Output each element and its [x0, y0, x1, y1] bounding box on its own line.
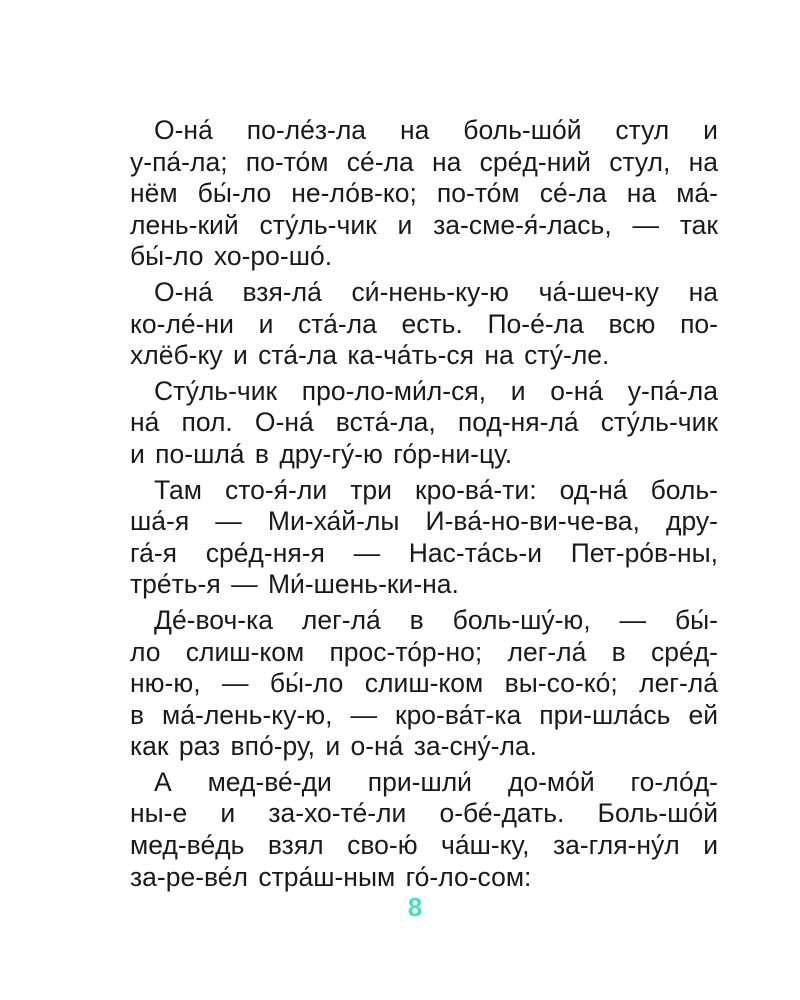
text-line: А мед-ве́-ди при-шли́ до-мо́й го-ло́д- [154, 766, 718, 797]
text-line: в ма́-лень-ку-ю, — кро-ва́т-ка при-шла́сь ей [130, 699, 718, 730]
paragraph-5 [130, 605, 718, 763]
text-line: ны-е и за-хо-те́-ли о-бе́-дать. Боль-шо́й [130, 798, 718, 829]
paragraph-1 [130, 115, 718, 273]
text-line: нём бы́-ло не-ло́в-ко; по-то́м се́-ла на ма́- [130, 178, 718, 209]
text-line: и по-шла́ в дру-гу́-ю го́р-ни-цу. [130, 438, 513, 469]
text-line: на́ пол. О-на́ вста́-ла, под-ня-ла́ сту́ль-чик [130, 407, 718, 438]
page-number: 8 [407, 892, 423, 922]
paragraph-3 [130, 376, 718, 471]
text-line: ко-ле́-ни и ста́-ла есть. По-е́-ла всю по- [130, 308, 718, 339]
text-line: за-ре-ве́л стра́ш-ным го́-ло-сом: [130, 861, 532, 892]
text-line: О-на́ по-ле́з-ла на боль-шо́й стул и [154, 115, 718, 145]
paragraph-2 [130, 277, 718, 372]
text-line: Де́-воч-ка лег-ла́ в боль-шу́-ю, — бы́- [154, 604, 718, 635]
text-line: как раз впо́-ру, и о-на́ за-сну́-ла. [130, 731, 538, 762]
text-line: тре́ть-я — Ми́-шень-ки-на. [130, 569, 459, 600]
text-line: О-на́ взя-ла́ си́-нень-ку-ю ча́-шеч-ку на [154, 276, 718, 307]
paragraph-6 [130, 767, 718, 893]
text-line: бы́-ло хо-ро-шо́. [130, 241, 333, 272]
story-text [130, 115, 718, 897]
text-line: у-па́-ла; по-то́м се́-ла на сре́д-ний стул, на [130, 146, 718, 177]
text-line: ло слиш-ком прос-то́р-но; лег-ла́ в сре́д- [130, 636, 718, 667]
text-line: мед-ве́дь взял сво-ю́ ча́ш-ку, за-гля-ну́л и [130, 830, 718, 861]
text-line: ню-ю, — бы́-ло слиш-ком вы-со-ко́; лег-ла́ [130, 668, 718, 699]
text-line: лень-кий сту́ль-чик и за-сме-я́-лась, — так [130, 209, 718, 240]
text-line: Сту́ль-чик про-ло-ми́л-ся, и о-на́ у-па́-ла [154, 375, 718, 406]
text-line: Там сто-я́-ли три кро-ва́-ти: од-на́ боль- [154, 474, 718, 505]
paragraph-4 [130, 475, 718, 601]
text-line: ша́-я — Ми-ха́й-лы И-ва́-но-ви-че-ва, дру- [130, 506, 718, 537]
text-line: га́-я сре́д-ня-я — Нас-та́сь-и Пет-ро́в-ны, [130, 537, 718, 568]
text-line: хлёб-ку и ста́-ла ка-ча́ть-ся на сту́-ле. [130, 340, 610, 371]
